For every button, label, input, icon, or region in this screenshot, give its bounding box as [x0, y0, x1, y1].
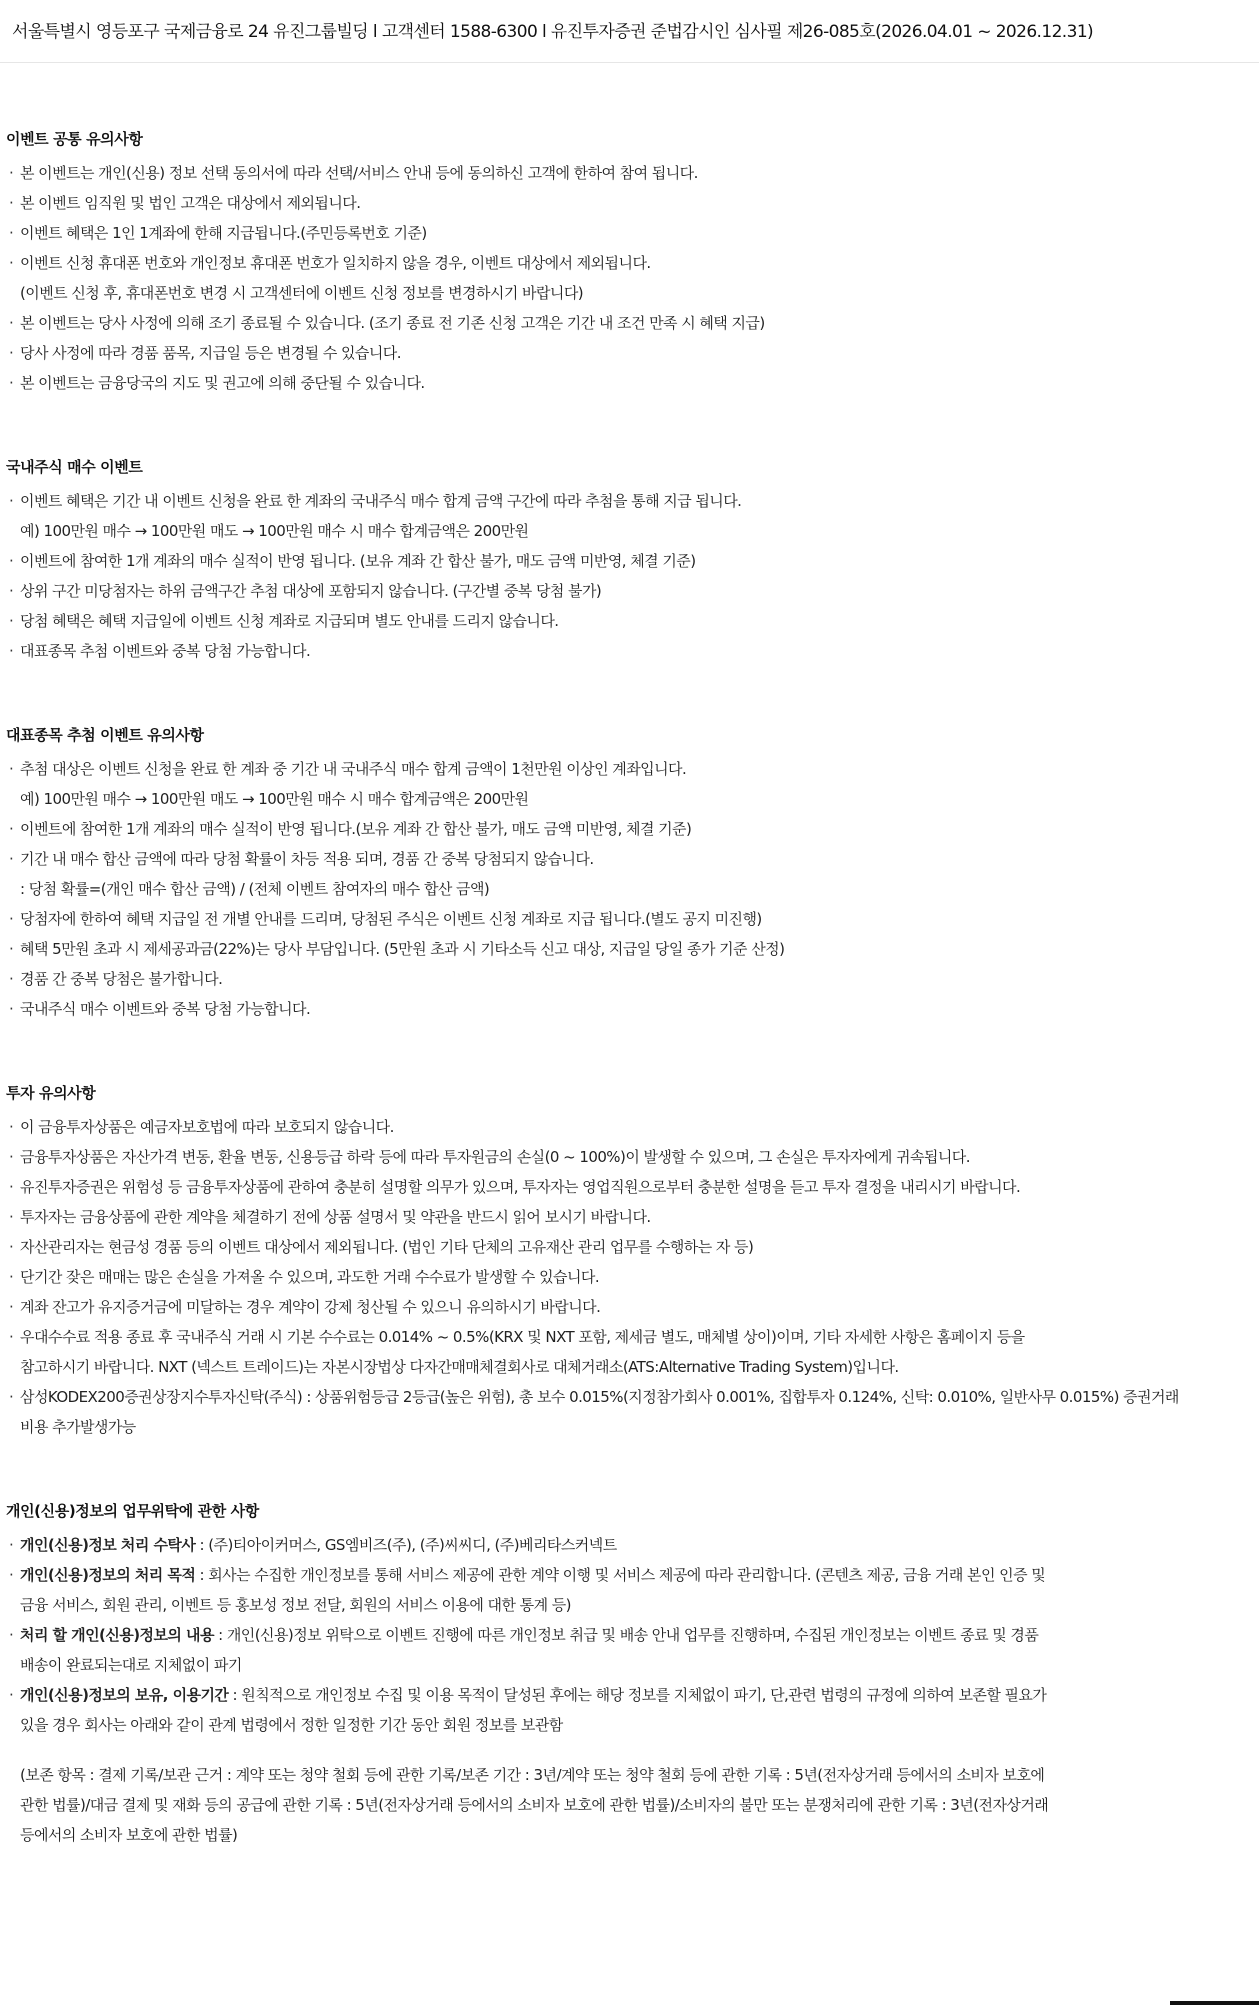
- list-item: · 자산관리자는 현금성 경품 등의 이벤트 대상에서 제외됩니다. (법인 기타 단체의 고유재산 관리 업무를 수행하는 자 등): [6, 1232, 1251, 1262]
- section-title: 개인(신용)정보의 업무위탁에 관한 사항: [6, 1502, 259, 1520]
- list-item: · 이벤트에 참여한 1개 계좌의 매수 실적이 반영 됩니다. (보유 계좌 간 합산 불가, 매도 금액 미반영, 체결 기준): [6, 546, 1251, 576]
- list-item: · 계좌 잔고가 유지증거금에 미달하는 경우 계약이 강제 청산될 수 있으니 유의하시기 바랍니다.: [6, 1292, 1251, 1322]
- list-item-continuation: 참고하시기 바랍니다. NXT (넥스트 트레이드)는 자본시장법상 다자간매매체결회사로 대체거래소(ATS:Alternative Trading System)입니다.: [20, 1358, 899, 1376]
- item-label: 처리 할 개인(신용)정보의 내용: [20, 1626, 214, 1644]
- company-info-text: 서울특별시 영등포구 국제금융로 24 유진그룹빌딩 l 고객센터 1588-6300 l 유진투자증권 준법감시인 심사필 제26-085호(2026.04.01 ~ 2026.12.31): [12, 22, 1094, 42]
- section-title: 대표종목 추첨 이벤트 유의사항: [6, 726, 204, 744]
- list-item-continuation: (이벤트 신청 후, 휴대폰번호 변경 시 고객센터에 이벤트 신청 정보를 변경하시기 바랍니다): [20, 284, 584, 302]
- list-item-continuation: 있을 경우 회사는 아래와 같이 관계 법령에서 정한 일정한 기간 동안 회원 정보를 보관함: [20, 1716, 563, 1734]
- notice-list: [6, 158, 1251, 398]
- list-item: · 본 이벤트는 당사 사정에 의해 조기 종료될 수 있습니다. (조기 종료 전 기존 신청 고객은 기간 내 조건 만족 시 혜택 지급): [6, 308, 1251, 338]
- list-item: · 이벤트에 참여한 1개 계좌의 매수 실적이 반영 됩니다.(보유 계좌 간 합산 불가, 매도 금액 미반영, 체결 기준): [6, 814, 1251, 844]
- section-common-notice: [6, 128, 1251, 398]
- list-item-example: 예) 100만원 매수 → 100만원 매도 → 100만원 매수 시 매수 합계금액은 200만원: [20, 790, 529, 808]
- notice-list: [6, 1112, 1251, 1442]
- item-text: : (주)티아이커머스, GS엠비즈(주), (주)씨씨디, (주)베리타스커넥트: [195, 1536, 617, 1554]
- notice-list: [6, 754, 1251, 1024]
- list-item-example: 예) 100만원 매수 → 100만원 매도 → 100만원 매수 시 매수 합계금액은 200만원: [20, 522, 529, 540]
- list-item: · 유진투자증권은 위험성 등 금융투자상품에 관하여 충분히 설명할 의무가 있으며, 투자자는 영업직원으로부터 충분한 설명을 듣고 투자 결정을 내리시기 바랍니다.: [6, 1172, 1251, 1202]
- item-label: 개인(신용)정보 처리 수탁사: [20, 1536, 196, 1554]
- list-item: · 본 이벤트는 금융당국의 지도 및 권고에 의해 중단될 수 있습니다.: [6, 368, 1251, 398]
- list-item: · 기간 내 매수 합산 금액에 따라 당첨 확률이 차등 적용 되며, 경품 간 중복 당첨되지 않습니다.: [6, 844, 1251, 874]
- list-item: · 대표종목 추첨 이벤트와 중복 당첨 가능합니다.: [6, 636, 1251, 666]
- list-item-formula: : 당첨 확률=(개인 매수 합산 금액) / (전체 이벤트 참여자의 매수 합산 금액): [20, 880, 490, 898]
- list-item: · 이 금융투자상품은 예금자보호법에 따라 보호되지 않습니다.: [6, 1112, 1251, 1142]
- item-label: 개인(신용)정보의 처리 목적: [20, 1566, 196, 1584]
- list-item: [6, 1620, 1251, 1650]
- list-item-continuation: 비용 추가발생가능: [20, 1418, 136, 1436]
- retention-line: 관한 법률)/대금 결제 및 재화 등의 공급에 관한 기록 : 5년(전자상거래 등에서의 소비자 보호에 관한 법률)/소비자의 불만 또는 분쟁처리에 관한 기록 : 3년(전자상거래: [20, 1796, 1049, 1814]
- list-item: · 본 이벤트 임직원 및 법인 고객은 대상에서 제외됩니다.: [6, 188, 1251, 218]
- list-item: · 본 이벤트는 개인(신용) 정보 선택 동의서에 따라 선택/서비스 안내 등에 동의하신 고객에 한하여 참여 됩니다.: [6, 158, 1251, 188]
- list-item: · 우대수수료 적용 종료 후 국내주식 거래 시 기본 수수료는 0.014% ~ 0.5%(KRX 및 NXT 포함, 제세금 별도, 매체별 상이)이며, 기타 자세한 사항은 홈페이지 등을: [6, 1322, 1251, 1352]
- list-item: · 당사 사정에 따라 경품 품목, 지급일 등은 변경될 수 있습니다.: [6, 338, 1251, 368]
- list-item: · 당첨 혜택은 혜택 지급일에 이벤트 신청 계좌로 지급되며 별도 안내를 드리지 않습니다.: [6, 606, 1251, 636]
- list-item: · 단기간 잦은 매매는 많은 손실을 가져올 수 있으며, 과도한 거래 수수료가 발생할 수 있습니다.: [6, 1262, 1251, 1292]
- list-item: [6, 1530, 1251, 1560]
- retention-line: 등에서의 소비자 보호에 관한 법률): [20, 1826, 238, 1844]
- list-item: · 경품 간 중복 당첨은 불가합니다.: [6, 964, 1251, 994]
- section-title: 국내주식 매수 이벤트: [6, 458, 143, 476]
- list-item: · 상위 구간 미당첨자는 하위 금액구간 추첨 대상에 포함되지 않습니다. (구간별 중복 당첨 불가): [6, 576, 1251, 606]
- retention-list: [6, 1760, 1251, 1850]
- list-item: · 국내주식 매수 이벤트와 중복 당첨 가능합니다.: [6, 994, 1251, 1024]
- spacer: [6, 1740, 1251, 1760]
- section-privacy-outsourcing: [6, 1500, 1251, 1850]
- notice-list: [6, 1530, 1251, 1740]
- list-item: · 투자자는 금융상품에 관한 계약을 체결하기 전에 상품 설명서 및 약관을 반드시 읽어 보시기 바랍니다.: [6, 1202, 1251, 1232]
- list-item: · 이벤트 혜택은 기간 내 이벤트 신청을 완료 한 계좌의 국내주식 매수 합계 금액 구간에 따라 추첨을 통해 지급 됩니다.: [6, 486, 1251, 516]
- item-text: : 회사는 수집한 개인정보를 통해 서비스 제공에 관한 계약 이행 및 서비스 제공에 따라 관리합니다. (콘텐츠 제공, 금융 거래 본인 인증 및: [195, 1566, 1046, 1584]
- company-info-bar: [0, 0, 1259, 63]
- list-item: · 금융투자상품은 자산가격 변동, 환율 변동, 신용등급 하락 등에 따라 투자원금의 손실(0 ~ 100%)이 발생할 수 있으며, 그 손실은 투자자에게 귀속됩니다.: [6, 1142, 1251, 1172]
- bottom-corner-bar: [1170, 2001, 1259, 2005]
- item-text: : 개인(신용)정보 위탁으로 이벤트 진행에 따른 개인정보 취급 및 배송 안내 업무를 진행하며, 수집된 개인정보는 이벤트 종료 및 경품: [213, 1626, 1039, 1644]
- list-item: · 당첨자에 한하여 혜택 지급일 전 개별 안내를 드리며, 당첨된 주식은 이벤트 신청 계좌로 지급 됩니다.(별도 공지 미진행): [6, 904, 1251, 934]
- list-item: · 혜택 5만원 초과 시 제세공과금(22%)는 당사 부담입니다. (5만원 초과 시 기타소득 신고 대상, 지급일 당일 종가 기준 산정): [6, 934, 1251, 964]
- list-item: · 이벤트 신청 휴대폰 번호와 개인정보 휴대폰 번호가 일치하지 않을 경우, 이벤트 대상에서 제외됩니다.: [6, 248, 1251, 278]
- notice-content: [6, 128, 1251, 1908]
- section-representative-stock-event: [6, 724, 1251, 1024]
- list-item: · 이벤트 혜택은 1인 1계좌에 한해 지급됩니다.(주민등록번호 기준): [6, 218, 1251, 248]
- item-text: : 원칙적으로 개인정보 수집 및 이용 목적이 달성된 후에는 해당 정보를 지체없이 파기, 단,관련 법령의 규정에 의하여 보존할 필요가: [228, 1686, 1047, 1704]
- list-item: · 삼성KODEX200증권상장지수투자신탁(주식) : 상품위험등급 2등급(높은 위험), 총 보수 0.015%(지정참가회사 0.001%, 집합투자 0.124%, 신탁: 0.010%, 일반사무 0.015%) 증권거래: [6, 1382, 1251, 1412]
- list-item-continuation: 배송이 완료되는대로 지체없이 파기: [20, 1656, 242, 1674]
- retention-line: (보존 항목 : 결제 기록/보관 근거 : 계약 또는 청약 철회 등에 관한 기록/보존 기간 : 3년/계약 또는 청약 철회 등에 관한 기록 : 5년(전자상거래 등에서의 소비자 보호에: [20, 1766, 1045, 1784]
- list-item: [6, 1680, 1251, 1710]
- section-domestic-stock-event: [6, 456, 1251, 666]
- section-investment-notice: [6, 1082, 1251, 1442]
- list-item: · 추첨 대상은 이벤트 신청을 완료 한 계좌 중 기간 내 국내주식 매수 합계 금액이 1천만원 이상인 계좌입니다.: [6, 754, 1251, 784]
- section-title: 이벤트 공통 유의사항: [6, 130, 143, 148]
- section-title: 투자 유의사항: [6, 1084, 96, 1102]
- list-item: [6, 1560, 1251, 1590]
- item-label: 개인(신용)정보의 보유, 이용기간: [20, 1686, 229, 1704]
- list-item-continuation: 금융 서비스, 회원 관리, 이벤트 등 홍보성 정보 전달, 회원의 서비스 이용에 대한 통계 등): [20, 1596, 571, 1614]
- notice-list: [6, 486, 1251, 666]
